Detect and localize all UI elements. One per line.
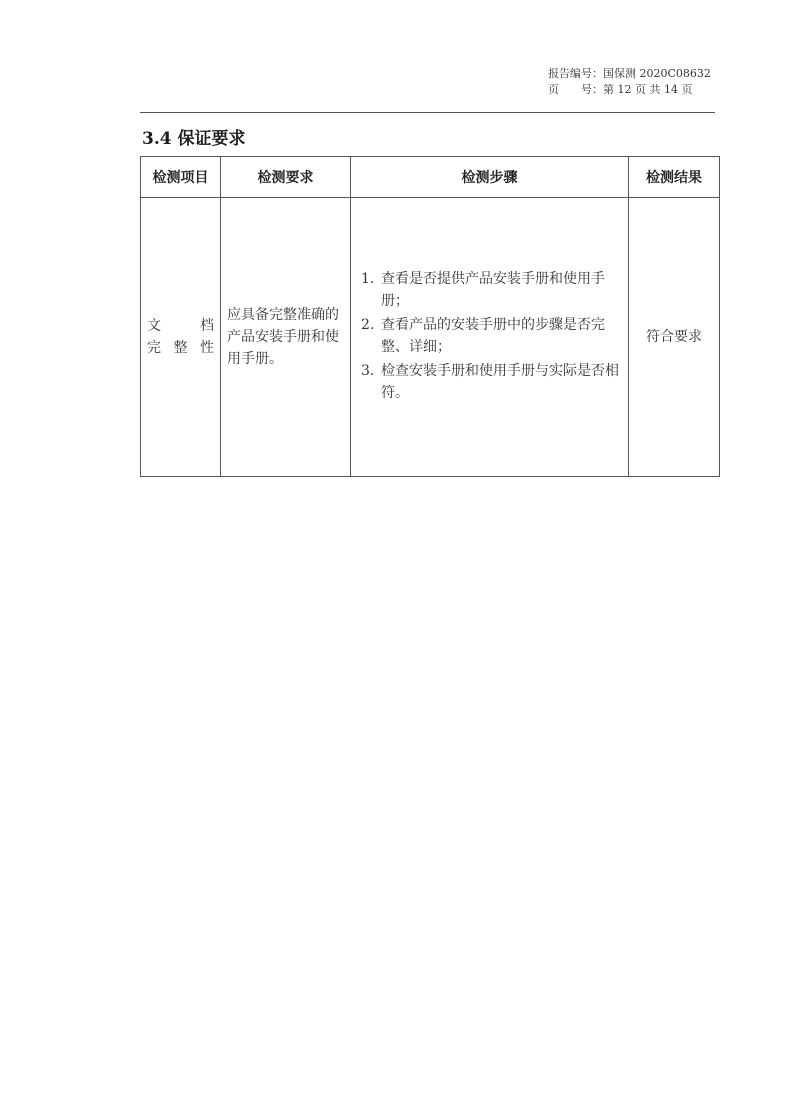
item-line-2 bbox=[147, 337, 214, 359]
report-number-value: 国保测 2020C08632 bbox=[603, 67, 711, 80]
item-char: 档 bbox=[200, 318, 214, 334]
step-number: 1. bbox=[361, 271, 375, 287]
header-test-steps: 检测步骤 bbox=[351, 157, 629, 198]
table-row bbox=[141, 198, 720, 477]
report-number-row bbox=[548, 66, 711, 82]
list-item bbox=[357, 268, 622, 312]
step-text: 查看是否提供产品安装手册和使用手册； bbox=[381, 271, 605, 309]
cell-test-requirement: 应具备完整准确的产品安装手册和使用手册。 bbox=[221, 198, 351, 477]
header-test-item: 检测项目 bbox=[141, 157, 221, 198]
page-number-row bbox=[548, 82, 711, 98]
header-divider bbox=[140, 112, 715, 113]
list-item bbox=[357, 360, 622, 404]
item-char: 整 bbox=[173, 340, 188, 356]
page-number-value: 第 12 页 共 14 页 bbox=[603, 83, 693, 96]
report-number-label: 报告编号： bbox=[548, 67, 603, 80]
cell-test-steps bbox=[351, 198, 629, 477]
step-text: 查看产品的安装手册中的步骤是否完整、详细； bbox=[381, 317, 605, 355]
item-char: 文 bbox=[147, 318, 161, 334]
cell-test-item bbox=[141, 198, 221, 477]
header-test-requirement: 检测要求 bbox=[221, 157, 351, 198]
header-test-result: 检测结果 bbox=[629, 157, 720, 198]
table-header-row bbox=[141, 157, 720, 198]
section-title: 3.4 保证要求 bbox=[142, 129, 246, 149]
item-char: 性 bbox=[200, 340, 214, 356]
step-text: 检查安装手册和使用手册与实际是否相符。 bbox=[381, 363, 619, 401]
step-number: 3. bbox=[361, 363, 375, 379]
assurance-requirements-table bbox=[140, 156, 720, 477]
cell-test-result: 符合要求 bbox=[629, 198, 720, 477]
report-header bbox=[548, 66, 711, 98]
item-line-1 bbox=[147, 315, 214, 337]
steps-list bbox=[357, 268, 622, 404]
step-number: 2. bbox=[361, 317, 375, 333]
item-char: 完 bbox=[147, 340, 161, 356]
list-item bbox=[357, 314, 622, 358]
page-number-label: 页 号： bbox=[548, 83, 603, 96]
